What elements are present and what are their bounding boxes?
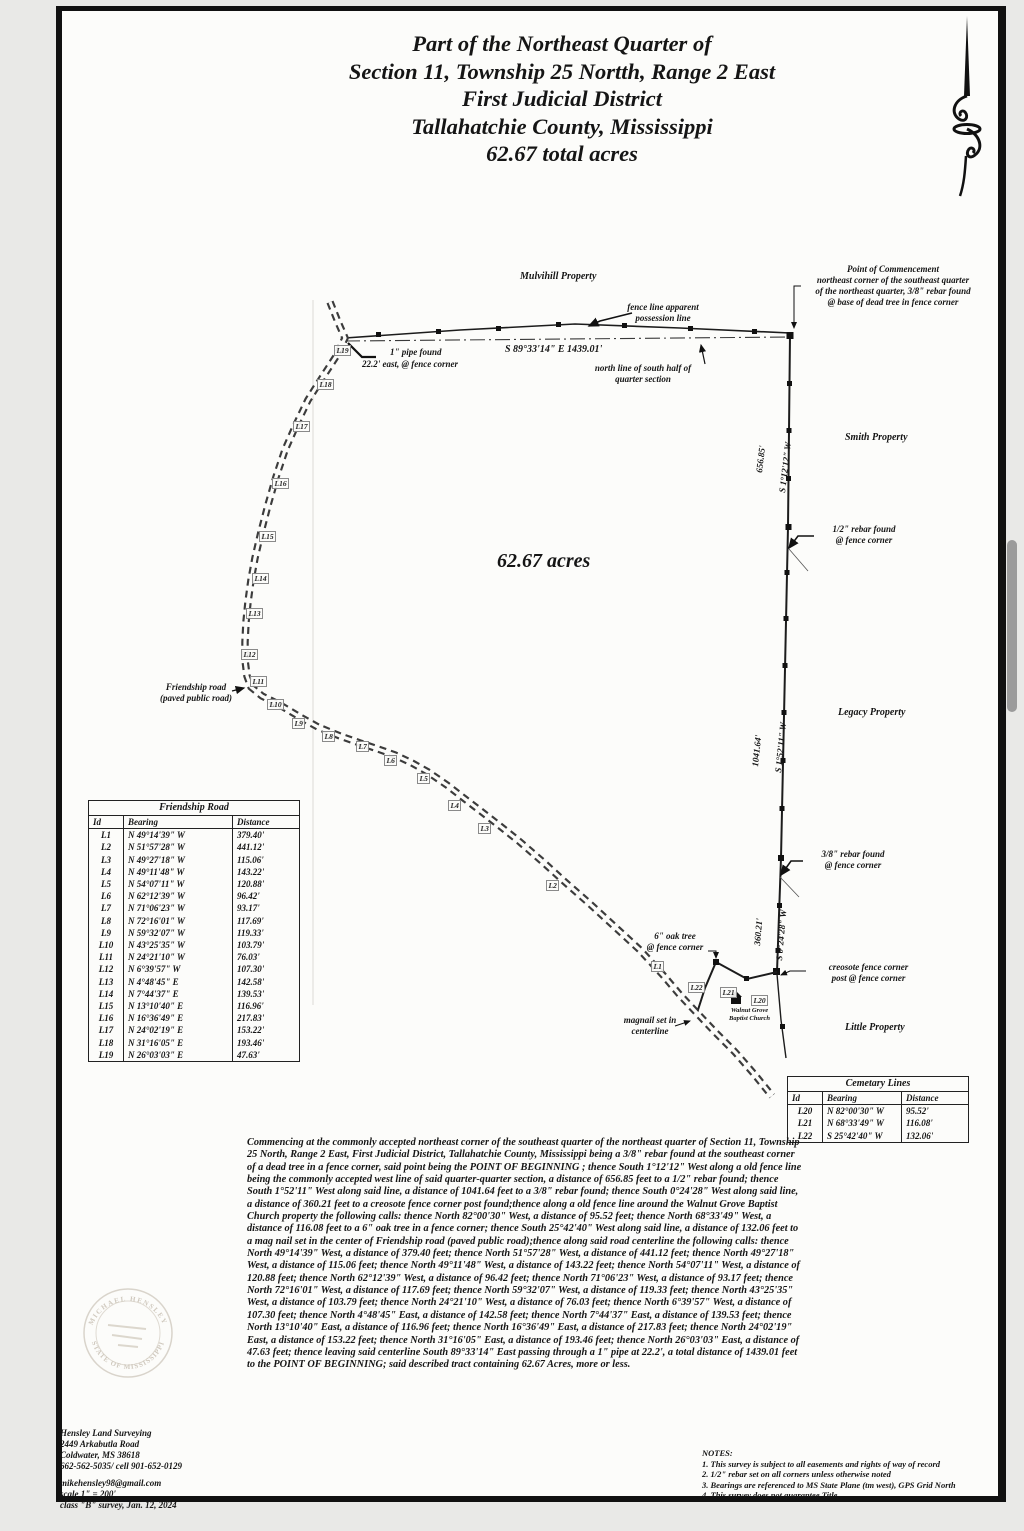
east-seg3-bearing: S 0°24'28" W — [774, 909, 789, 961]
table-cell: 379.40' — [233, 829, 300, 842]
column-header-id: Id — [788, 1092, 823, 1105]
line-label-l13: L13 — [246, 608, 263, 619]
seal-top-text: MICHAEL HENSLEY — [86, 1294, 170, 1327]
property-label-little: Little Property — [845, 1022, 905, 1033]
table-cell: L13 — [89, 976, 124, 988]
line-label-l22: L22 — [688, 982, 705, 993]
table-row — [788, 1105, 969, 1118]
table-cell: L14 — [89, 988, 124, 1000]
north-arrow-icon — [954, 16, 980, 196]
rebar-half-note: 1/2" rebar found @ fence corner — [832, 524, 896, 545]
table-cell: 142.58' — [233, 976, 300, 988]
table-cell: N 31°16'05" E — [124, 1037, 233, 1049]
table-cell: S 25°42'40" W — [823, 1130, 902, 1143]
list-item: 2. 1/2" rebar set on all corners unless otherwise noted — [702, 1469, 891, 1479]
table-cell: N 54°07'11" W — [124, 878, 233, 890]
title-line-4: Tallahatchie County, Mississippi — [411, 113, 713, 139]
property-label-legacy: Legacy Property — [838, 707, 906, 718]
east-seg2-distance: 1041.64' — [750, 734, 764, 768]
east-seg1-bearing: S 1°12'12" W — [777, 441, 794, 494]
leader-lines — [232, 286, 814, 1026]
table-row — [89, 878, 300, 890]
table-row — [89, 854, 300, 866]
table-row — [89, 1000, 300, 1012]
list-item: 4. This survey does not guarantee Title — [702, 1490, 838, 1500]
table-cell: L8 — [89, 915, 124, 927]
table-cell: L22 — [788, 1130, 823, 1143]
legal-description: Commencing at the commonly accepted northeast corner of the southeast quarter of the northeast quarter of Section 11, Township 25 North, Range 2 East, First Judicial District, Tallahatchie County, Mississippi being a 3/8" rebar found at the southeast corner of a dead tree in a fence corner, said point being the POINT OF BEGINNING ; thence South 1°12'12" West along a old fence line being the commonly accepted west line of said quarter-quarter section, a distance of 656.85 feet to a 1/2" rebar found; thence South 1°52'11" West along said line, a distance of 1041.64 feet to a 3/8" rebar found; thence South 0°24'28" West along said line, a distance of 360.21 feet to a creosote fence corner post found;thence along a old fence line around the Walnut Grove Baptist Church property the following calls: thence North 82°00'30" West, a distance of 95.52 feet; thence North 68°33'49" West, a distance of 116.08 feet to a 6" oak tree in a fence corner; thence South 25°42'40" West along said line, a distance of 132.06 feet to a mag nail set in the center of Friendship road (paved public road);thence along said road centerline the following calls: thence North 49°14'39" West, a distance of 379.40 feet; thence North 51°57'28" West, a distance of 441.12 feet; thence North 49°27'18" West, a distance of 115.06 feet; thence North 49°11'48" West, a distance of 143.22 feet; thence North 54°07'11" West, a distance of 120.88 feet; thence North 62°12'39" West, a distance of 96.42 feet; thence North 71°06'23" West, a distance of 93.17 feet; thence North 72°16'01" West, a distance of 117.69 feet; thence North 59°32'07" West, a distance of 119.33 feet; thence North 43°25'35" West, a distance of 103.79 feet; thence North 24°21'10" West, a distance of 76.03 feet; thence North 6°39'57" West, a distance of 107.30 feet; thence North 4°48'45" East, a distance of 142.58 feet; thence North 7°44'37" East, a distance of 139.53 feet; thence North 13°10'40" East, a distance of 116.96 feet; thence North 16°36'49" East, a distance of 217.83 feet; thence North 24°02'19" East, a distance of 153.22 feet; thence North 31°16'05" East, a distance of 193.46 feet; thence North 26°03'03" East, a distance of 47.63 feet; thence leaving said centerline South 89°33'14" East passing through a 1" pipe at 22.2', a total distance of 1439.01 feet to the POINT OF BEGINNING; said described tract containing 62.67 Acres, more or less. — [247, 1137, 802, 1371]
table-cell: N 72°16'01" W — [124, 915, 233, 927]
line-label-l12: L12 — [241, 649, 258, 660]
survey-class-date: class "B" survey, Jan. 12, 2024 — [60, 1500, 177, 1510]
table-cell: 116.08' — [902, 1117, 969, 1129]
table-cell: L6 — [89, 890, 124, 902]
table-row — [89, 902, 300, 914]
oak-tree-note: 6" oak tree @ fence corner — [646, 931, 704, 952]
title-line-5: 62.67 total acres — [486, 141, 638, 166]
column-header-distance: Distance — [233, 816, 300, 829]
table-cell: N 13°10'40" E — [124, 1000, 233, 1012]
line-label-l16: L16 — [272, 478, 289, 489]
column-header-id: Id — [89, 816, 124, 829]
line-label-l6: L6 — [384, 755, 397, 766]
table-cell: L16 — [89, 1012, 124, 1024]
table-cell: 153.22' — [233, 1024, 300, 1036]
table-cell: 117.69' — [233, 915, 300, 927]
line-label-l20: L20 — [751, 995, 768, 1006]
table-cell: L9 — [89, 927, 124, 939]
table-cell: N 71°06'23" W — [124, 902, 233, 914]
line-label-l10: L10 — [267, 699, 284, 710]
table-title: Friendship Road — [89, 801, 300, 816]
surveyor-address-2: Coldwater, MS 38618 — [60, 1450, 140, 1460]
line-label-l1: L1 — [651, 961, 664, 972]
table-cell: L21 — [788, 1117, 823, 1129]
table-cell: N 26°03'03" E — [124, 1049, 233, 1062]
table-cell: N 68°33'49" W — [823, 1117, 902, 1129]
notes-title: NOTES: — [702, 1448, 733, 1458]
table-cell: L19 — [89, 1049, 124, 1062]
north-quarter-line — [345, 337, 790, 341]
table-cell: N 82°00'30" W — [823, 1105, 902, 1118]
rebar-three-eighths-note: 3/8" rebar found @ fence corner — [821, 849, 885, 870]
north-fence-line — [345, 322, 790, 338]
svg-text:STATE OF MISSISSIPPI — [90, 1340, 167, 1371]
table-row — [89, 951, 300, 963]
table-cell: 217.83' — [233, 1012, 300, 1024]
line-label-l5: L5 — [417, 773, 430, 784]
table-cell: 116.96' — [233, 1000, 300, 1012]
property-label-mulvihill: Mulvihill Property — [520, 271, 597, 282]
table-cell: 132.06' — [902, 1130, 969, 1143]
table-cell: 120.88' — [233, 878, 300, 890]
table-cell: N 49°27'18" W — [124, 854, 233, 866]
table-row — [89, 1012, 300, 1024]
east-boundary-line — [773, 332, 808, 975]
friendship-road-line — [245, 302, 772, 1096]
column-header-bearing: Bearing — [823, 1092, 902, 1105]
table-row — [89, 1024, 300, 1036]
table-row — [89, 963, 300, 975]
north-line-bearing: S 89°33'14" E 1439.01' — [505, 344, 603, 355]
table-cell: L10 — [89, 939, 124, 951]
table-cell: N 16°36'49" E — [124, 1012, 233, 1024]
notes-block — [702, 1448, 994, 1501]
east-seg1-distance: 656.85' — [754, 444, 768, 474]
table-row — [89, 976, 300, 988]
table-title: Cemetary Lines — [788, 1077, 969, 1092]
table-cell: L2 — [89, 841, 124, 853]
table-cell: L15 — [89, 1000, 124, 1012]
creosote-post-note: creosote fence corner post @ fence corner — [828, 962, 909, 983]
line-label-l8: L8 — [322, 731, 335, 742]
table-cell: 93.17' — [233, 902, 300, 914]
friendship-road-label: Friendship road (paved public road) — [160, 682, 232, 703]
table-cell: L5 — [89, 878, 124, 890]
table-cell: 96.42' — [233, 890, 300, 902]
table-cell: N 4°48'45" E — [124, 976, 233, 988]
table-cell: 115.06' — [233, 854, 300, 866]
pipe-found-note-1: 1" pipe found — [390, 347, 442, 357]
quarter-line-note: north line of south half of quarter section — [594, 363, 692, 384]
table-cell: L20 — [788, 1105, 823, 1118]
table-cell: L17 — [89, 1024, 124, 1036]
surveyor-name: Hensley Land Surveying — [60, 1428, 152, 1438]
surveyor-phone: 662-562-5035/ cell 901-652-0129 — [60, 1461, 182, 1471]
table-row — [788, 1130, 969, 1143]
table-row — [89, 1037, 300, 1049]
table-cell: L1 — [89, 829, 124, 842]
table-row — [89, 829, 300, 842]
east-seg3-distance: 360.21' — [752, 917, 765, 946]
line-label-l11: L11 — [250, 676, 267, 687]
table-cell: 139.53' — [233, 988, 300, 1000]
table-cell: L4 — [89, 866, 124, 878]
line-label-l18: L18 — [317, 379, 334, 390]
acreage-label: 62.67 acres — [497, 550, 591, 572]
table-row — [89, 890, 300, 902]
table-cell: N 49°14'39" W — [124, 829, 233, 842]
notes-list — [702, 1459, 994, 1501]
title-line-2: Section 11, Township 25 Nortth, Range 2 East — [348, 58, 776, 84]
surveyor-seal — [84, 1289, 172, 1377]
table-cell: 107.30' — [233, 963, 300, 975]
title-line-1: Part of the Northeast Quarter of — [412, 31, 712, 56]
title-line-3: First Judicial District — [461, 86, 663, 111]
surveyor-info-block — [60, 1428, 182, 1511]
magnail-note: magnail set in centerline — [623, 1015, 677, 1036]
fence-possession-note: fence line apparent possession line — [627, 302, 699, 323]
line-label-l14: L14 — [252, 573, 269, 584]
line-label-l17: L17 — [293, 421, 310, 432]
friendship-road-table — [88, 800, 300, 1062]
table-cell: 441.12' — [233, 841, 300, 853]
table-cell: 143.22' — [233, 866, 300, 878]
seal-bottom-text: STATE OF MISSISSIPPI — [89, 1340, 167, 1372]
line-label-l7: L7 — [356, 741, 369, 752]
table-row — [89, 841, 300, 853]
column-header-bearing: Bearing — [124, 816, 233, 829]
table-cell: N 49°11'48" W — [124, 866, 233, 878]
table-row — [788, 1117, 969, 1129]
list-item: 1. This survey is subject to all easements and rights of way of record — [702, 1458, 940, 1469]
table-cell: 103.79' — [233, 939, 300, 951]
line-label-l3: L3 — [478, 823, 491, 834]
line-label-l9: L9 — [292, 718, 305, 729]
point-of-commencement-note: Point of Commencement northeast corner of the southeast quarter of the northeast quarter, 3/8" rebar found @ base of dead tree in fence corner — [815, 264, 971, 307]
table-cell: N 51°57'28" W — [124, 841, 233, 853]
table-cell: 193.46' — [233, 1037, 300, 1049]
table-cell: L3 — [89, 854, 124, 866]
table-cell: 76.03' — [233, 951, 300, 963]
table-cell: N 7°44'37" E — [124, 988, 233, 1000]
table-cell: N 62°12'39" W — [124, 890, 233, 902]
property-label-smith: Smith Property — [845, 432, 908, 443]
table-row — [89, 915, 300, 927]
table-cell: 47.63' — [233, 1049, 300, 1062]
table-cell: 95.52' — [902, 1105, 969, 1118]
table-cell: N 24°21'10" W — [124, 951, 233, 963]
table-row — [89, 939, 300, 951]
table-cell: N 59°32'07" W — [124, 927, 233, 939]
list-item: 3. Bearings are referenced to MS State Plane (tm west), GPS Grid North — [702, 1479, 956, 1490]
scrollbar-thumb[interactable] — [1007, 540, 1017, 712]
column-header-distance: Distance — [902, 1092, 969, 1105]
pipe-found-note-2: 22.2' east, @ fence corner — [362, 359, 458, 369]
line-label-l19: L19 — [334, 345, 351, 356]
table-cell: L7 — [89, 902, 124, 914]
table-row — [89, 866, 300, 878]
line-label-l21: L21 — [720, 987, 737, 998]
surveyor-email: mikehensley98@gmail.com — [60, 1478, 162, 1488]
line-label-l2: L2 — [546, 880, 559, 891]
line-label-l4: L4 — [448, 800, 461, 811]
surveyor-address-1: 2449 Arkabutla Road — [60, 1439, 140, 1449]
table-row — [89, 988, 300, 1000]
table-cell: L11 — [89, 951, 124, 963]
title-block — [232, 30, 892, 168]
line-label-l15: L15 — [259, 531, 276, 542]
table-cell: N 24°02'19" E — [124, 1024, 233, 1036]
church-label: Walnut Grove Baptist Church — [728, 1007, 770, 1022]
survey-scale: scale 1" = 200' — [60, 1489, 116, 1499]
table-cell: 119.33' — [233, 927, 300, 939]
table-row — [89, 1049, 300, 1062]
cemetery-lines-table — [787, 1076, 969, 1143]
table-cell: L18 — [89, 1037, 124, 1049]
table-row — [89, 927, 300, 939]
table-cell: L12 — [89, 963, 124, 975]
table-cell: N 43°25'35" W — [124, 939, 233, 951]
east-seg2-bearing: S 1°52'11" W — [773, 721, 789, 774]
table-cell: N 6°39'57" W — [124, 963, 233, 975]
